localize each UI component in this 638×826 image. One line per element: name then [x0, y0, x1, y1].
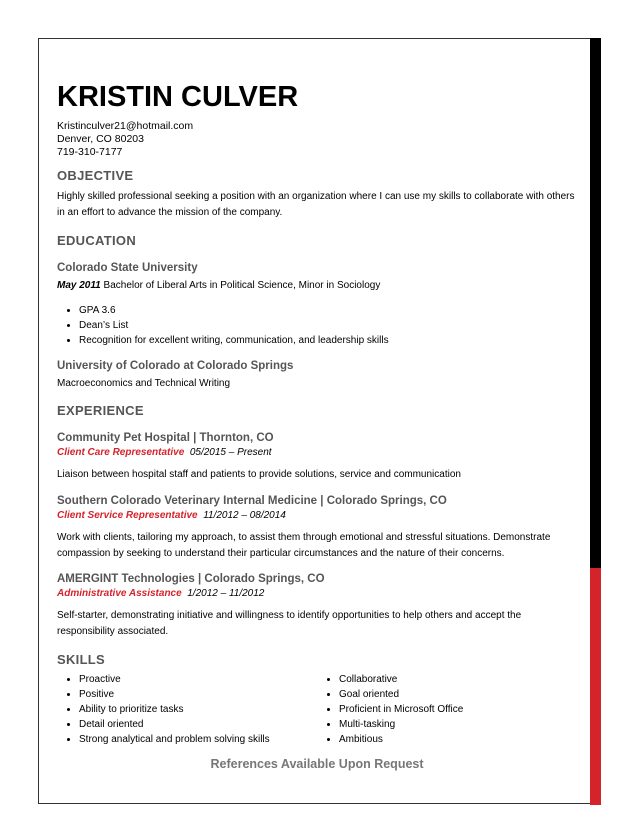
- school-2-detail: Macroeconomics and Technical Writing: [57, 378, 231, 389]
- list-item: • Proactive: [79, 672, 317, 687]
- school-1-bullets: [57, 303, 577, 348]
- job-3-dates: 1/2012 – 11/2012: [187, 588, 265, 599]
- objective-text: Highly skilled professional seeking a position with an organization where I can use my skills to collaborate with others in an effort to advance the mission of the company.: [57, 191, 575, 218]
- school-1-degree-line: [57, 278, 577, 294]
- list-item: • Ability to prioritize tasks: [79, 702, 317, 717]
- job-1-dates: 05/2015 – Present: [189, 447, 272, 458]
- references-note: References Available Upon Request: [210, 757, 424, 771]
- contact-phone: 719-310-7177: [57, 146, 123, 158]
- objective-heading: OBJECTIVE: [57, 168, 134, 183]
- job-2-description: Work with clients, tailoring my approach, to assist them through emotional and stressful situations. Demonstrate compassion by seeking to understand their particular circumstances and the nature of their concerns.: [57, 532, 551, 559]
- list-item: • Proficient in Microsoft Office: [339, 702, 577, 717]
- school-1-degree: Bachelor of Liberal Arts in Political Science, Minor in Sociology: [103, 280, 381, 291]
- job-2-employer: Southern Colorado Veterinary Internal Medicine | Colorado Springs, CO: [57, 495, 447, 507]
- list-item: • Goal oriented: [339, 687, 577, 702]
- skills-left-list: [57, 672, 317, 747]
- job-2-dates: 11/2012 – 08/2014: [203, 510, 286, 521]
- skills-right-list: [317, 672, 577, 747]
- list-item: • Multi-tasking: [339, 717, 577, 732]
- skills-heading: SKILLS: [57, 652, 106, 667]
- list-item: • Dean’s List: [79, 318, 577, 333]
- contact-email: Kristinculver21@hotmail.com: [57, 120, 194, 132]
- side-bar-red: [590, 568, 601, 805]
- school-1-date: May 2011: [57, 280, 101, 291]
- job-3-title: Administrative Assistance: [57, 588, 182, 599]
- job-2-role-line: [57, 509, 577, 522]
- job-3-description: Self-starter, demonstrating initiative and willingness to identify opportunities to help others and accept the responsibility associated.: [57, 610, 522, 637]
- job-1-employer: Community Pet Hospital | Thornton, CO: [57, 432, 274, 444]
- candidate-name: KRISTIN CULVER: [57, 81, 299, 113]
- list-item: • Positive: [79, 687, 317, 702]
- experience-heading: EXPERIENCE: [57, 403, 144, 418]
- job-2-title: Client Service Representative: [57, 510, 198, 521]
- list-item: • Strong analytical and problem solving skills: [79, 732, 317, 747]
- skills-columns: [57, 672, 577, 747]
- resume-content: [57, 80, 577, 771]
- list-item: • Ambitious: [339, 732, 577, 747]
- side-bar-black: [590, 38, 601, 568]
- list-item: • Detail oriented: [79, 717, 317, 732]
- list-item: • Recognition for excellent writing, communication, and leadership skills: [79, 333, 577, 348]
- job-1-role-line: [57, 446, 577, 459]
- job-3-employer: AMERGINT Technologies | Colorado Springs, CO: [57, 573, 325, 585]
- job-3-role-line: [57, 587, 577, 600]
- contact-city: Denver, CO 80203: [57, 133, 144, 145]
- contact-block: [57, 120, 577, 159]
- school-2-name: University of Colorado at Colorado Springs: [57, 360, 294, 372]
- list-item: • Collaborative: [339, 672, 577, 687]
- job-1-title: Client Care Representative: [57, 447, 185, 458]
- job-1-description: Liaison between hospital staff and patients to provide solutions, service and communication: [57, 469, 461, 480]
- list-item: • GPA 3.6: [79, 303, 577, 318]
- school-1-name: Colorado State University: [57, 262, 198, 274]
- education-heading: EDUCATION: [57, 233, 137, 248]
